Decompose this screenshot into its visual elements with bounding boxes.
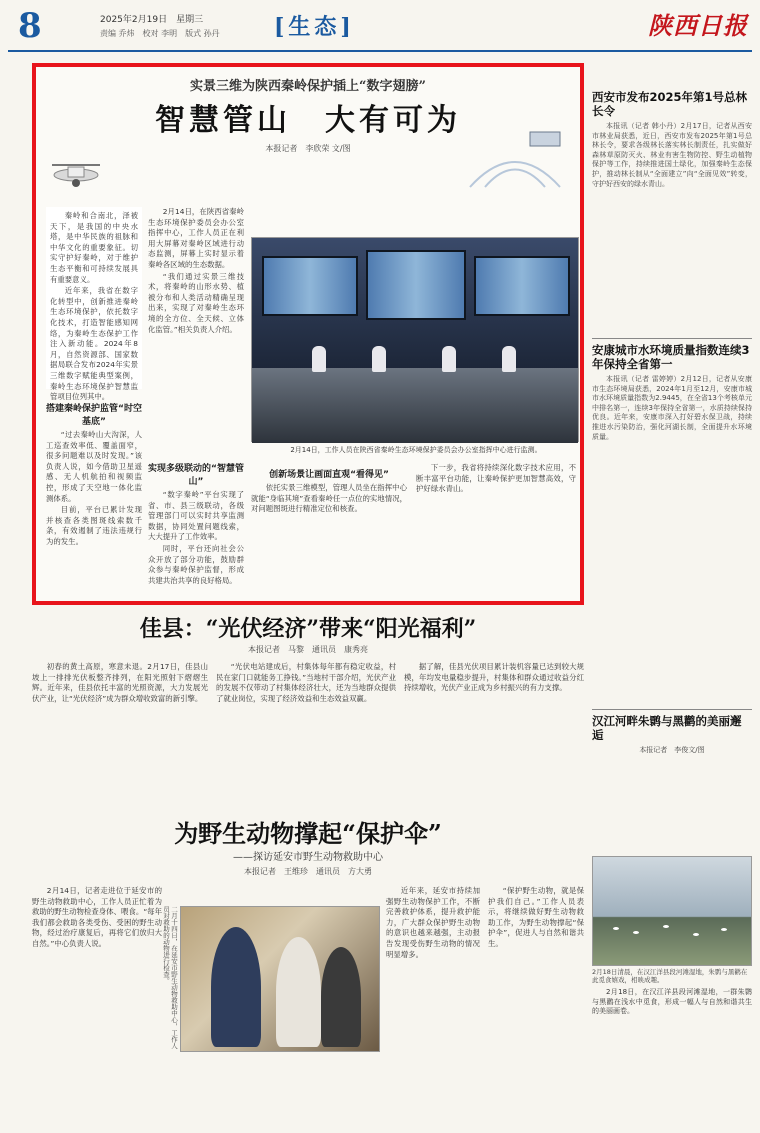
right-column — [592, 90, 752, 756]
lead-story-headline: 智慧管山 大有可为 — [155, 103, 461, 138]
ibis-stork-photo — [592, 856, 752, 966]
water-quality-headline[interactable]: 安康城市水环境质量指数连续3年保持全省第一 — [592, 343, 750, 371]
issue-date: 2025年2月19日 星期三 — [100, 15, 204, 25]
divider — [592, 338, 752, 339]
body-paragraph: 近年来，延安市持续加强野生动物保护工作，不断完善救护体系，提升救护能力，广大群众保护野生动物的意识也越来越强，主动报告发现受伤野生动物的情况明显增多。 — [386, 886, 480, 959]
wildlife-rescue-headline[interactable]: 为野生动物撑起“保护伞” — [174, 819, 442, 848]
body-paragraph: 2月18日，在汉江洋县段河滩湿地，一群朱鹮与黑鹳在浅水中觅食，形成一幅人与自然和谐共生的美丽画卷。 — [592, 988, 752, 1016]
body-paragraph: “数字秦岭”平台实现了省、市、县三级联动，各级管理部门可以实时共享监测数据，协同处置问题线索，大大提升了工作效率。 — [148, 490, 244, 542]
masthead — [8, 4, 752, 52]
lead-story-byline: 本报记者 李欣荣 文/图 — [265, 144, 351, 153]
solar-economy-col-2 — [216, 662, 396, 802]
section-title: [生态] — [274, 14, 355, 40]
subhead-spatiotemporal-base: 搭建秦岭保护监管“时空基底” — [46, 404, 142, 427]
ibis-stork-photo-caption: 2月18日清晨，在汉江洋县段河滩湿地，朱鹮与黑鹳在此觅食嬉戏，相映成趣。 — [592, 968, 748, 984]
body-paragraph: 下一步，我省将持续深化数字技术应用，不断丰富平台功能，让秦岭保护更加智慧高效，守护好绿水青山。 — [416, 463, 576, 494]
ibis-stork-headline[interactable]: 汉江河畔朱鹮与黑鹳的美丽邂逅 — [592, 714, 742, 742]
newspaper-logo: 陕西日报 — [648, 11, 748, 40]
lead-column-6 — [416, 463, 576, 599]
lead-story-kicker: 实景三维为陕西秦岭保护插上“数字翅膀” — [190, 79, 426, 94]
body-paragraph: 依托实景三维模型，管理人员坐在指挥中心就能“身临其境”查看秦岭任一点位的实地情况，对问题图斑进行精准定位和核查。 — [251, 483, 407, 514]
page-number: 8 — [18, 6, 42, 46]
editors-line: 责编 乔炜 校对 李明 版式 孙丹 — [100, 29, 220, 38]
wildlife-rescue-col-1 — [32, 886, 162, 1126]
wildlife-rescue-photo — [180, 906, 380, 1052]
body-paragraph: “过去秦岭山大沟深，人工巡查效率低、覆盖面窄，很多问题难以及时发现。”该负责人说，如今借助卫星遥感、无人机航拍和视频监控，形成了天空地一体化监测体系。 — [46, 430, 142, 503]
subhead-smart-management: 实现多级联动的“智慧管山” — [148, 464, 244, 487]
ibis-stork-body — [592, 988, 752, 1128]
body-paragraph: 2月14日，在陕西省秦岭生态环境保护委员会办公室指挥中心，工作人员正在利用大屏幕对秦岭区域进行动态监测，屏幕上实时显示着秦岭各区域的生态数据。 — [148, 207, 244, 269]
drone-icon — [46, 157, 166, 197]
lead-column-5 — [251, 463, 407, 599]
wildlife-rescue-col-3 — [488, 886, 584, 1126]
water-quality-body — [592, 375, 752, 705]
intro-paragraph: 秦岭和合南北，泽被天下，是我国的中央水塔，是中华民族的祖脉和中华文化的重要象征。切实守护好秦岭，对于维护生态平衡和可持续发展具有重要意义。 — [50, 211, 138, 284]
solar-economy-col-1 — [32, 662, 208, 802]
solar-economy-col-3 — [404, 662, 584, 802]
wildlife-rescue-subheadline: ——探访延安市野生动物救助中心 — [233, 852, 383, 863]
body-paragraph: 初春的黄土高原，寒意未退。2月17日，佳县山坡上一排排光伏板整齐排列，在阳光照射下熠熠生辉。近年来，佳县依托丰富的光照资源，大力发展光伏产业，让“光伏经济”成为群众增收致富的新引擎。 — [32, 662, 208, 703]
wildlife-photo-vertical-caption: 二月十四日，在延安市野生动物救助中心，工作人员对救助的动物进行检查。 — [162, 906, 178, 1049]
forest-chief-order-headline[interactable]: 西安市发布2025年第1号总林长令 — [592, 90, 748, 118]
body-paragraph: 本报讯（记者 韩小丹）2月17日，记者从西安市林业局获悉，近日，西安市发布2025年第1号总林长令，要求各级林长落实林长制责任，扎实做好森林草原防灭火、林业有害生物防控、野生动植物保护等工作，持续推进国土绿化，加强秦岭生态保护，推动林长制从“全面建立”向“全面见效”转变，守护好西安的绿水青山。 — [592, 122, 752, 188]
divider — [592, 709, 752, 710]
body-paragraph: 据了解，佳县光伏项目累计装机容量已达到较大规模，年均发电量稳步提升，村集体和群众通过收益分红持续增收，光伏产业正成为乡村振兴的有力支撑。 — [404, 662, 584, 693]
lead-column-2 — [148, 207, 244, 447]
body-paragraph: “保护野生动物，就是保护我们自己。”工作人员表示，将继续做好野生动物救助工作，为野生动物撑起“保护伞”，促进人与自然和谐共生。 — [488, 886, 584, 948]
lead-story-highlight-box[interactable] — [32, 63, 584, 605]
body-paragraph: “光伏电站建成后，村集体每年都有稳定收益，村民在家门口就能务工挣钱。”当地村干部介绍，光伏产业的发展不仅带动了村集体经济壮大，还为当地群众提供了就业岗位，实现了经济效益和生态效益双赢。 — [216, 662, 396, 703]
forest-chief-order-body — [592, 122, 752, 334]
lead-intro-column — [46, 207, 142, 402]
subhead-visual-scenes: 创新场景让画面直观“看得见” — [269, 470, 389, 480]
satellite-signal-icon — [460, 127, 570, 197]
ibis-stork-byline: 本报记者 李俊文/图 — [639, 746, 705, 754]
solar-economy-headline[interactable]: 佳县：“光伏经济”带来“阳光福利” — [139, 616, 477, 642]
intro-paragraph: 近年来，我省在数字化转型中，创新推进秦岭生态环境保护，依托数字化技术，打造智能感知网络，为秦岭生态保护工作注入新动能。2024年8月，自然资源部、国家数据局联合发布2024年实景三维数字赋能典型案例，秦岭生态环境保护智慧监管项目位列其中。 — [50, 286, 138, 402]
lead-column-4 — [148, 457, 244, 597]
body-paragraph: 同时，平台还向社会公众开放了部分功能，鼓励群众参与秦岭保护监督，形成共建共治共享的良好格局。 — [148, 543, 244, 585]
body-paragraph: 本报讯（记者 雷婷婷）2月12日，记者从安康市生态环境局获悉，2024年1月至12月，安康市城市水环境质量指数为2.9445，在全省13个考核单元中排名第一，连续3年保持全省第一，水质持续保持优良。近年来，安康市深入打好碧水保卫战，持续推进水污染防治，强化河湖长制，全面提升水环境质量。 — [592, 375, 752, 441]
solar-economy-byline: 本报记者 马黎 通讯员 康秀亮 — [248, 645, 368, 654]
wildlife-rescue-byline: 本报记者 王维珍 通讯员 方大勇 — [244, 867, 372, 876]
body-paragraph: 2月14日，记者走进位于延安市的野生动物救助中心，工作人员正忙着为救助的野生动物检查身体、喂食。“每年我们都会救助各类受伤、受困的野生动物，经过治疗康复后，再将它们放归大自然。”中心负责人说。 — [32, 886, 162, 948]
body-paragraph: “我们通过实景三维技术，将秦岭的山形水势、植被分布和人类活动精确呈现出来，实现了对秦岭生态环境的全方位、全天候、立体化监管。”相关负责人介绍。 — [148, 271, 244, 334]
command-center-photo — [251, 237, 579, 442]
lead-column-3 — [46, 397, 142, 597]
wildlife-rescue-col-2 — [386, 886, 480, 1126]
command-center-photo-caption: 2月14日，工作人员在陕西省秦岭生态环境保护委员会办公室指挥中心进行监测。 — [290, 446, 542, 454]
body-paragraph: 目前，平台已累计发现并核查各类图斑线索数千条，有效遏制了违法违规行为的发生。 — [46, 505, 142, 546]
